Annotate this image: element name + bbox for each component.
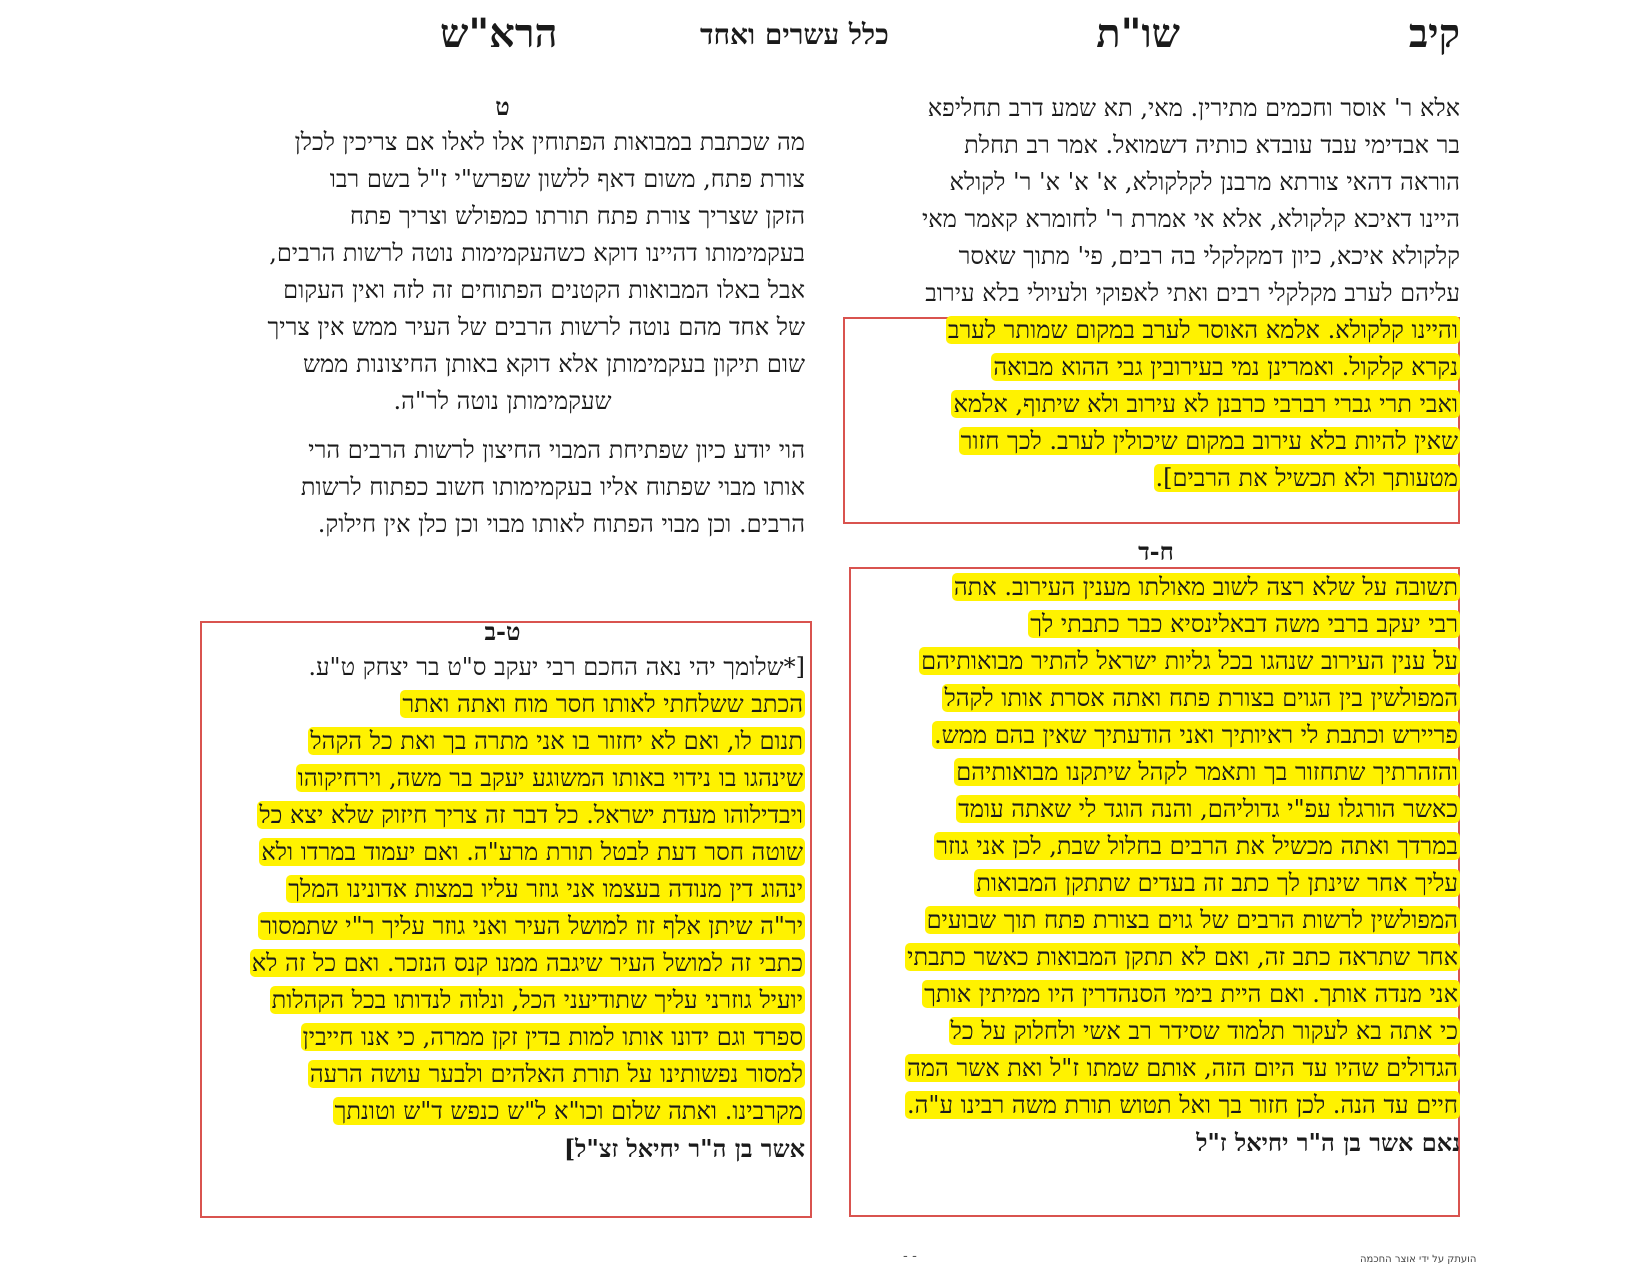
text-line: עליהם לערב מקלקלי רבים ואתי לאפוקי ולעיולי בלא עירוב <box>925 279 1460 307</box>
highlighted-line: עליך אחר שינתן לך כתב זה בעדים שתתקן המבואות <box>976 869 1458 897</box>
highlighted-line: והיינו קלקולא. אלמא האוסר לערב במקום שמותר לערב <box>947 316 1458 344</box>
highlighted-line: אחר שתראה כתב זה, ואם לא תתקן המבואות כאשר כתבתי <box>907 943 1458 971</box>
text-line: הוי יודע כיון שפתיחת המבוי החיצון לרשות הרבים הרי <box>308 436 805 464</box>
highlighted-line: יועיל גוזרני עליך שתודיעני הכל, ונלוה לנדותו בכל הקהלות <box>271 986 803 1014</box>
highlighted-line: המפולשין בין הגוים בצורת פתח ואתה אסרת אותו לקהל <box>944 684 1458 712</box>
highlighted-line: על ענין העירוב שנהגו בכל גליות ישראל להתיר מבואותיהם <box>921 647 1458 675</box>
page-number: קיב <box>1408 10 1460 57</box>
text-line: אבל באלו המבואות הקטנים הפתוחים זה לזה ואין העקום <box>283 276 805 304</box>
highlighted-line: יר"ה שיתן אלף זוז למושל העיר ואני גוזר עליך ר"י שתמסור <box>260 912 803 940</box>
highlighted-line: כאשר הורגלו עפ"י גדוליהם, והנה הוגד לי שאתה עומד <box>958 795 1458 823</box>
text-line: קלקולא איכא, כיון דמקלקלי בה רבים, פי' מתוך שאסר <box>958 242 1460 270</box>
text-line: מה שכתבת במבואות הפתוחין אלו לאלו אם צריכין לכלן <box>294 128 805 156</box>
section-title-9: ט <box>495 92 510 121</box>
right-column-top <box>852 90 1460 497</box>
text-line: הזקן שצריך צורת פתח תורתו כמפולש וצריך פתח <box>349 202 805 230</box>
right-column-bottom <box>852 535 1460 1161</box>
highlighted-line: שאין להיות בלא עירוב במקום שיכולין לערב. לכך חזור <box>960 427 1458 455</box>
text-line: בר אבדימי עבד עובדא כותיה דשמואל. אמר רב תחלת <box>964 131 1460 159</box>
highlighted-line: המפולשין לרשות הרבים של גוים בצורת פתח תוך שבועים <box>926 906 1458 934</box>
highlighted-line: ואבי תרי גברי רברבי כרבנן לא עירוב ולא שיתוף, אלמא <box>953 390 1458 418</box>
highlighted-line: ספרד וגם ידונו אותו למות בדין זקן ממרה, כי אנו חייבין <box>302 1023 803 1051</box>
highlighted-line: מטעותך ולא תכשיל את הרבים]. <box>1155 464 1458 492</box>
text-line: בעקמימותו דהיינו דוקא כשהעקמימות נוטה לרשות הרבים, <box>269 239 805 267</box>
signature: אשר בן ה"ר יחיאל זצ"ל] <box>563 1134 805 1163</box>
text-line: אלא ר' אוסר וחכמים מתירין. מאי, תא שמע דרב תחליפא <box>927 94 1460 122</box>
klal-title: כלל עשרים ואחד <box>700 18 889 51</box>
highlighted-line: למסור נפשותינו על תורת האלהים ולבער עושה הרעה <box>309 1060 803 1088</box>
book-title: שו"ת <box>1096 10 1180 57</box>
highlighted-line: תנום לו, ואם לא יחזור בו אני מתרה בך ואת כל הקהל <box>310 727 803 755</box>
author-title: הרא"ש <box>440 10 558 57</box>
highlighted-line: כתבי זה למושל העיר שיגבה ממנו קנס הנזכר. ואם כל זה לא <box>251 949 803 977</box>
highlighted-line: ויבדילוהו מעדת ישראל. כל דבר זה צריך חיזוק שלא יצא כל <box>259 801 803 829</box>
left-column-bottom <box>200 615 805 1167</box>
text-line: שעקמימותן נוטה לר"ה. <box>393 387 612 415</box>
text-line: הוראה דהאי צורתא מרבנן לקלקולא, א' א' א' ר' לקולא <box>949 168 1460 196</box>
text-line: שום תיקון בעקמימותן אלא דוקא באותן החיצונות ממש <box>302 350 805 378</box>
highlighted-line: כי אתה בא לעקור תלמוד שסידר רב אשי ולחלוק על כל <box>950 1017 1458 1045</box>
footer-credit: הועתק על ידי אוצר החכמה <box>1360 1254 1477 1265</box>
highlighted-line: נקרא קלקול. ואמרינן נמי בעירובין גבי ההוא מבואה <box>993 353 1458 381</box>
highlighted-line: שינהגו בו נידוי באותו המשוגע יעקב בר משה, וירחיקוהו <box>297 764 803 792</box>
highlighted-line: אני מנדה אותך. ואם היית בימי הסנהדרין היו ממיתין אותך <box>924 980 1458 1008</box>
text-line: של אחד מהם נוטה לרשות הרבים של העיר ממש אין צריך <box>267 313 805 341</box>
highlighted-line: מקרבינו. ואתה שלום וכו"א ל"ש כנפש ד"ש וטונתך <box>334 1097 803 1125</box>
section-title-8-4: ח-ד <box>1138 537 1174 566</box>
text-line: צורת פתח, משום דאף ללשון שפרש"י ז"ל בשם רבו <box>329 165 805 193</box>
highlighted-line: והזהרתיך שתחזור בך ותאמר לקהל שיתקנו מבואותיהם <box>956 758 1458 786</box>
signature: נאם אשר בן ה"ר יחיאל ז"ל <box>1196 1128 1460 1157</box>
highlighted-line: תשובה על שלא רצה לשוב מאולתו מענין העירוב. אתה <box>953 573 1458 601</box>
text-line: היינו דאיכא קלקולא, אלא אי אמרת ר' לחומרא קאמר מאי <box>921 205 1460 233</box>
highlighted-line: חיים עד הנה. לכן חזור בך ואל תטוש תורת משה רבינו ע"ה. <box>906 1091 1458 1119</box>
text-line: הרבים. וכן מבוי הפתוח לאותו מבוי וכן כלן אין חילוק. <box>317 510 805 538</box>
section-title-9-2: ט-ב <box>484 617 521 646</box>
left-column-top <box>200 90 805 543</box>
footer-dots: - - <box>903 1248 917 1264</box>
page-header <box>0 8 1650 58</box>
highlighted-line: ינהוג דין מנודה בעצמו אני גוזר עליו במצות אדונינו המלך <box>288 875 803 903</box>
highlighted-line: פריירש וכתבת לי ראיותיך ואני הודעתיך שאין בהם ממש. <box>934 721 1458 749</box>
text-line: [*שלומך יהי נאה החכם רבי יעקב ס"ט בר יצחק ט"ע. <box>308 653 805 681</box>
highlighted-line: הגדולים שהיו עד היום הזה, אותם שמתו ז"ל ואת אשר המה <box>906 1054 1458 1082</box>
highlighted-line: הכתב ששלחתי לאותו חסר מוח ואתה ואתר <box>402 690 803 718</box>
highlighted-line: שוטה חסר דעת לבטל תורת מרע"ה. ואם יעמוד במרדו ולא <box>261 838 803 866</box>
highlighted-line: במרדך ואתה מכשיל את הרבים בחלול שבת, לכן אני גוזר <box>936 832 1458 860</box>
highlighted-line: רבי יעקב ברבי משה דבאלינסיא כבר כתבתי לך <box>1030 610 1458 638</box>
text-line: אותו מבוי שפתוח אליו בעקמימותו חשוב כפתוח לרשות <box>300 473 805 501</box>
